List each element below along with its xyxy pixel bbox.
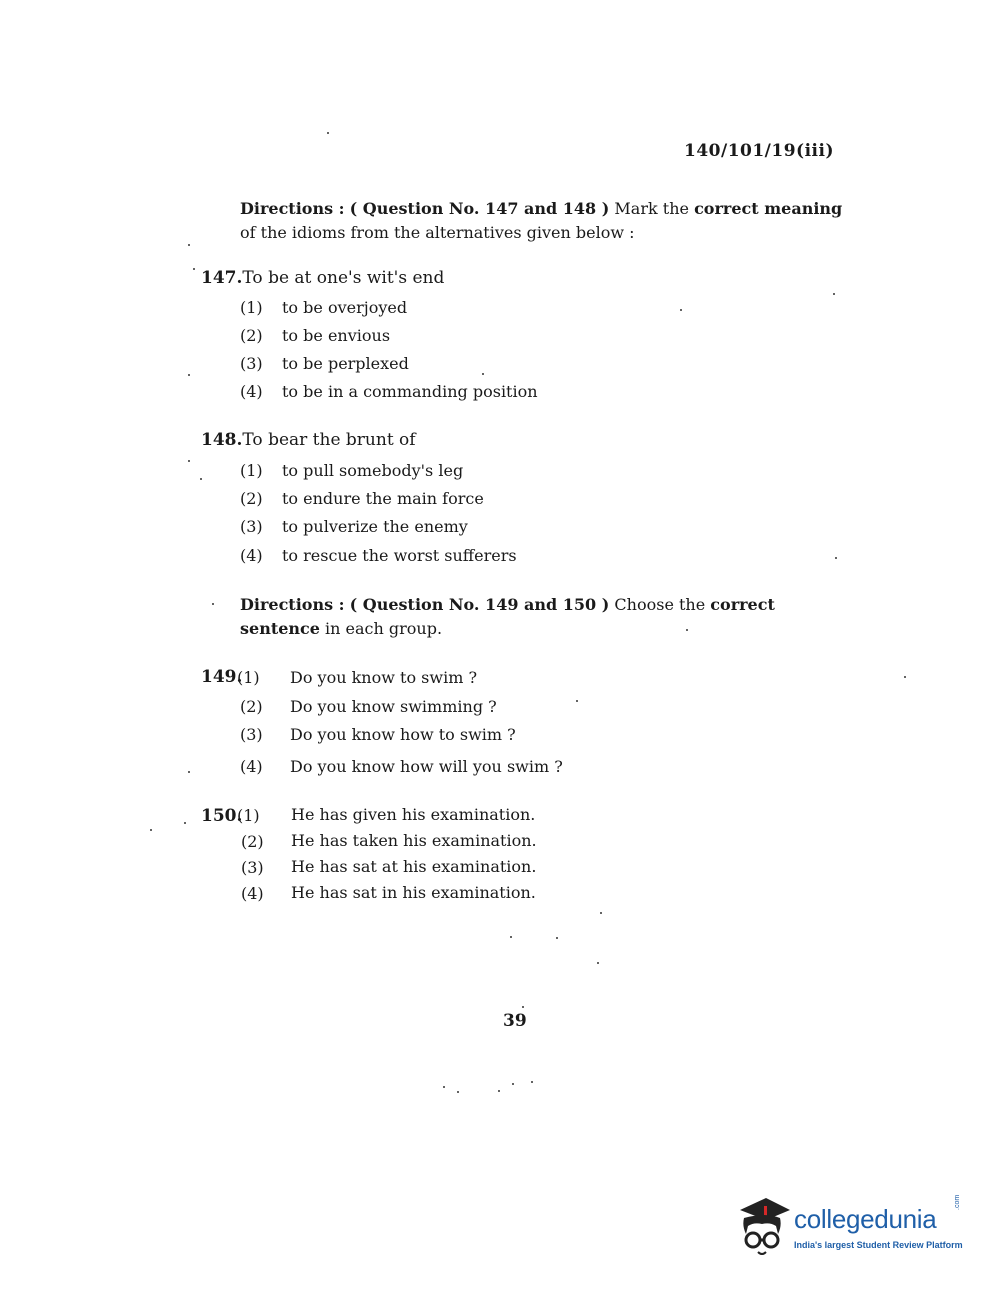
option-text: to be envious xyxy=(282,326,391,345)
option-text: to be in a commanding position xyxy=(282,382,538,401)
mascot-icon xyxy=(736,1196,792,1258)
option-text: Do you know swimming ? xyxy=(290,697,497,716)
directions-emph2: sentence xyxy=(240,619,320,638)
directions-text-b: in each group. xyxy=(319,619,443,638)
option-text: to be perplexed xyxy=(282,354,409,373)
option-text: He has sat at his examination. xyxy=(291,857,537,876)
directions-text: Choose the xyxy=(609,595,711,614)
option-text: He has sat in his examination. xyxy=(291,883,536,902)
option-label: (3) xyxy=(241,858,264,877)
option-text: Do you know how to swim ? xyxy=(290,725,516,744)
paper-code: 140/101/19(iii) xyxy=(684,141,835,161)
directions-ref: ( Question No. 147 and 148 ) xyxy=(349,199,610,218)
directions-emph: correct xyxy=(710,595,775,614)
directions-emph: correct meaning xyxy=(694,199,843,218)
question-147 xyxy=(201,268,444,288)
option-label: (3) xyxy=(240,725,263,744)
question-text: To be at one's wit's end xyxy=(242,268,445,288)
directions-ref: ( Question No. 149 and 150 ) xyxy=(349,595,610,614)
option-label: (2) xyxy=(241,832,264,851)
collegedunia-logo xyxy=(736,1196,966,1266)
option-label: (2) xyxy=(240,697,263,716)
option-text: to endure the main force xyxy=(282,489,484,508)
option-text: Do you know how will you swim ? xyxy=(290,757,563,776)
brand-text: collegedunia xyxy=(794,1204,937,1234)
directions-147-148 xyxy=(240,197,842,245)
directions-149-150 xyxy=(240,593,775,641)
question-number: 147. xyxy=(201,268,243,288)
option-text: He has given his examination. xyxy=(291,805,536,824)
option-text: He has taken his examination. xyxy=(291,831,537,850)
directions-text: Mark the xyxy=(609,199,695,218)
option-label: (4) xyxy=(240,382,263,401)
option-text: to rescue the worst sufferers xyxy=(282,546,517,565)
option-label: (2) xyxy=(240,489,263,508)
option-text: to be overjoyed xyxy=(282,298,408,317)
option-text: Do you know to swim ? xyxy=(290,668,478,687)
question-number: 149. xyxy=(201,667,243,687)
directions-label: Directions : xyxy=(240,199,345,218)
directions-line2: of the idioms from the alternatives given below : xyxy=(240,223,635,242)
option-label: (1) xyxy=(240,461,263,480)
directions-label: Directions : xyxy=(240,595,345,614)
question-number: 150. xyxy=(201,806,243,826)
brand-suffix: .com xyxy=(954,1194,961,1210)
option-label: (1) xyxy=(240,298,263,317)
question-148 xyxy=(201,430,416,450)
option-text: to pull somebody's leg xyxy=(282,461,464,480)
question-number: 148. xyxy=(201,430,243,450)
option-label: (4) xyxy=(240,757,263,776)
brand-tagline: India's largest Student Review Platform xyxy=(794,1240,963,1250)
option-label: (4) xyxy=(240,546,263,565)
option-label: (1) xyxy=(237,668,260,687)
question-text: To bear the brunt of xyxy=(242,430,416,450)
option-label: (4) xyxy=(241,884,264,903)
option-label: (2) xyxy=(240,326,263,345)
option-label: (3) xyxy=(240,517,263,536)
option-label: (3) xyxy=(240,354,263,373)
option-label: (1) xyxy=(237,806,260,825)
page-number: 39 xyxy=(503,1011,527,1031)
option-text: to pulverize the enemy xyxy=(282,517,468,536)
